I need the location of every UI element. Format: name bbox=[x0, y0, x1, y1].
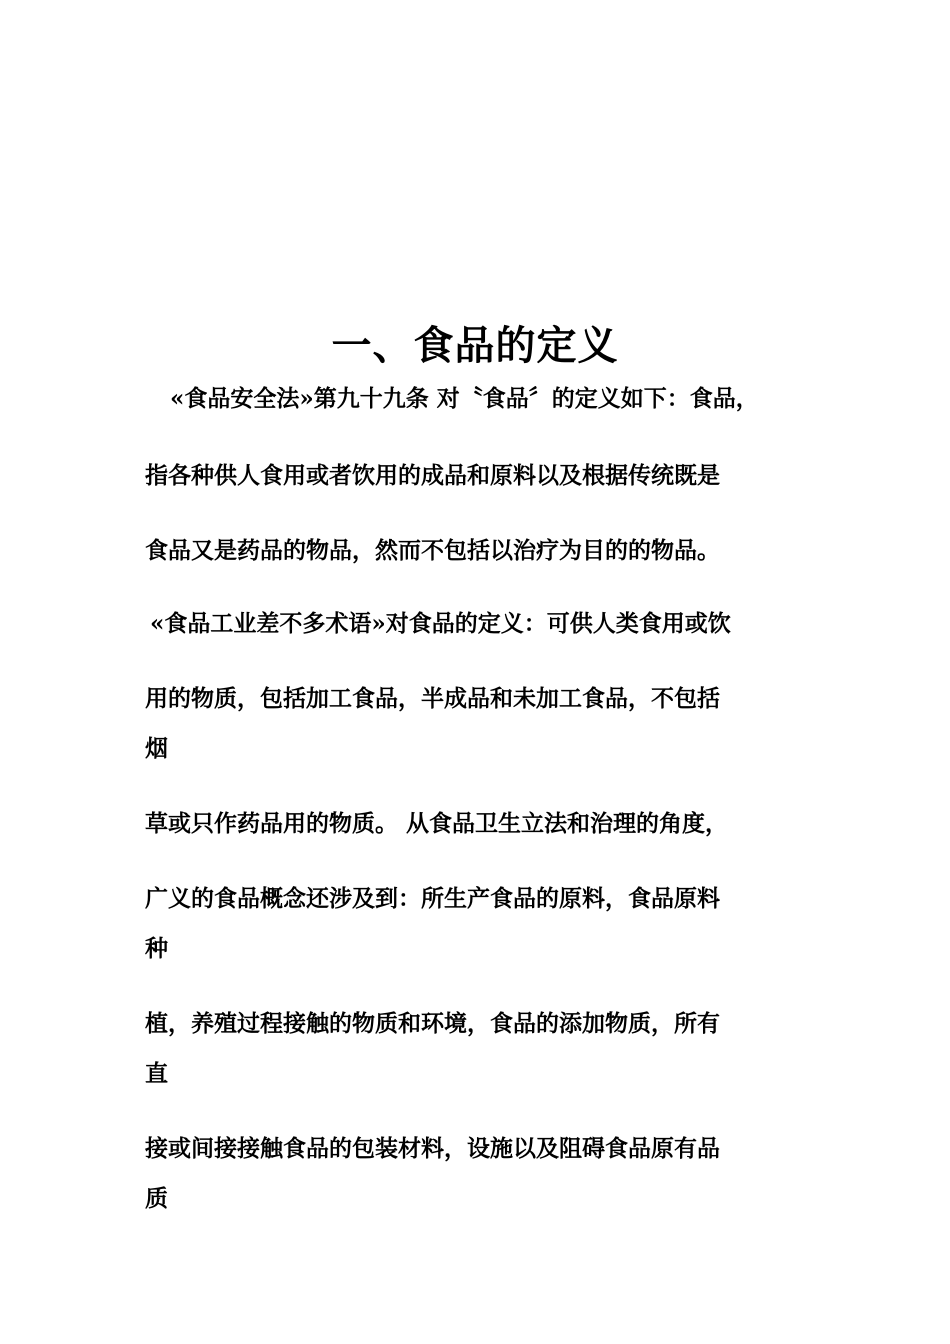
paragraph-line: 食品又是药品的物品，然而不包括以治疗为目的的物品。 bbox=[145, 537, 720, 564]
paragraph-line: 烟 bbox=[145, 735, 168, 762]
paragraph-line: 直 bbox=[145, 1060, 168, 1087]
paragraph-line: 用的物质，包括加工食品，半成品和未加工食品，不包括 bbox=[145, 685, 720, 712]
paragraph-line: «食品工业差不多术语»对食品的定义：可供人类食用或饮 bbox=[150, 610, 731, 637]
paragraph-line: 指各种供人食用或者饮用的成品和原料以及根据传统既是 bbox=[145, 462, 720, 489]
paragraph-line: 质 bbox=[145, 1185, 168, 1212]
paragraph-line: 广义的食品概念还涉及到：所生产食品的原料，食品原料 bbox=[145, 885, 720, 912]
paragraph-line: 种 bbox=[145, 935, 168, 962]
paragraph-line: 接或间接接触食品的包装材料，设施以及阻碍食品原有品 bbox=[145, 1135, 720, 1162]
paragraph-line: 草或只作药品用的物质。 从食品卫生立法和治理的角度， bbox=[145, 810, 729, 837]
section-heading: 一、食品的定义 bbox=[331, 322, 619, 369]
paragraph-line: «食品安全法»第九十九条 对〝食品〞的定义如下：食品， bbox=[170, 385, 759, 412]
paragraph-line: 植，养殖过程接触的物质和环境，食品的添加物质，所有 bbox=[145, 1010, 720, 1037]
